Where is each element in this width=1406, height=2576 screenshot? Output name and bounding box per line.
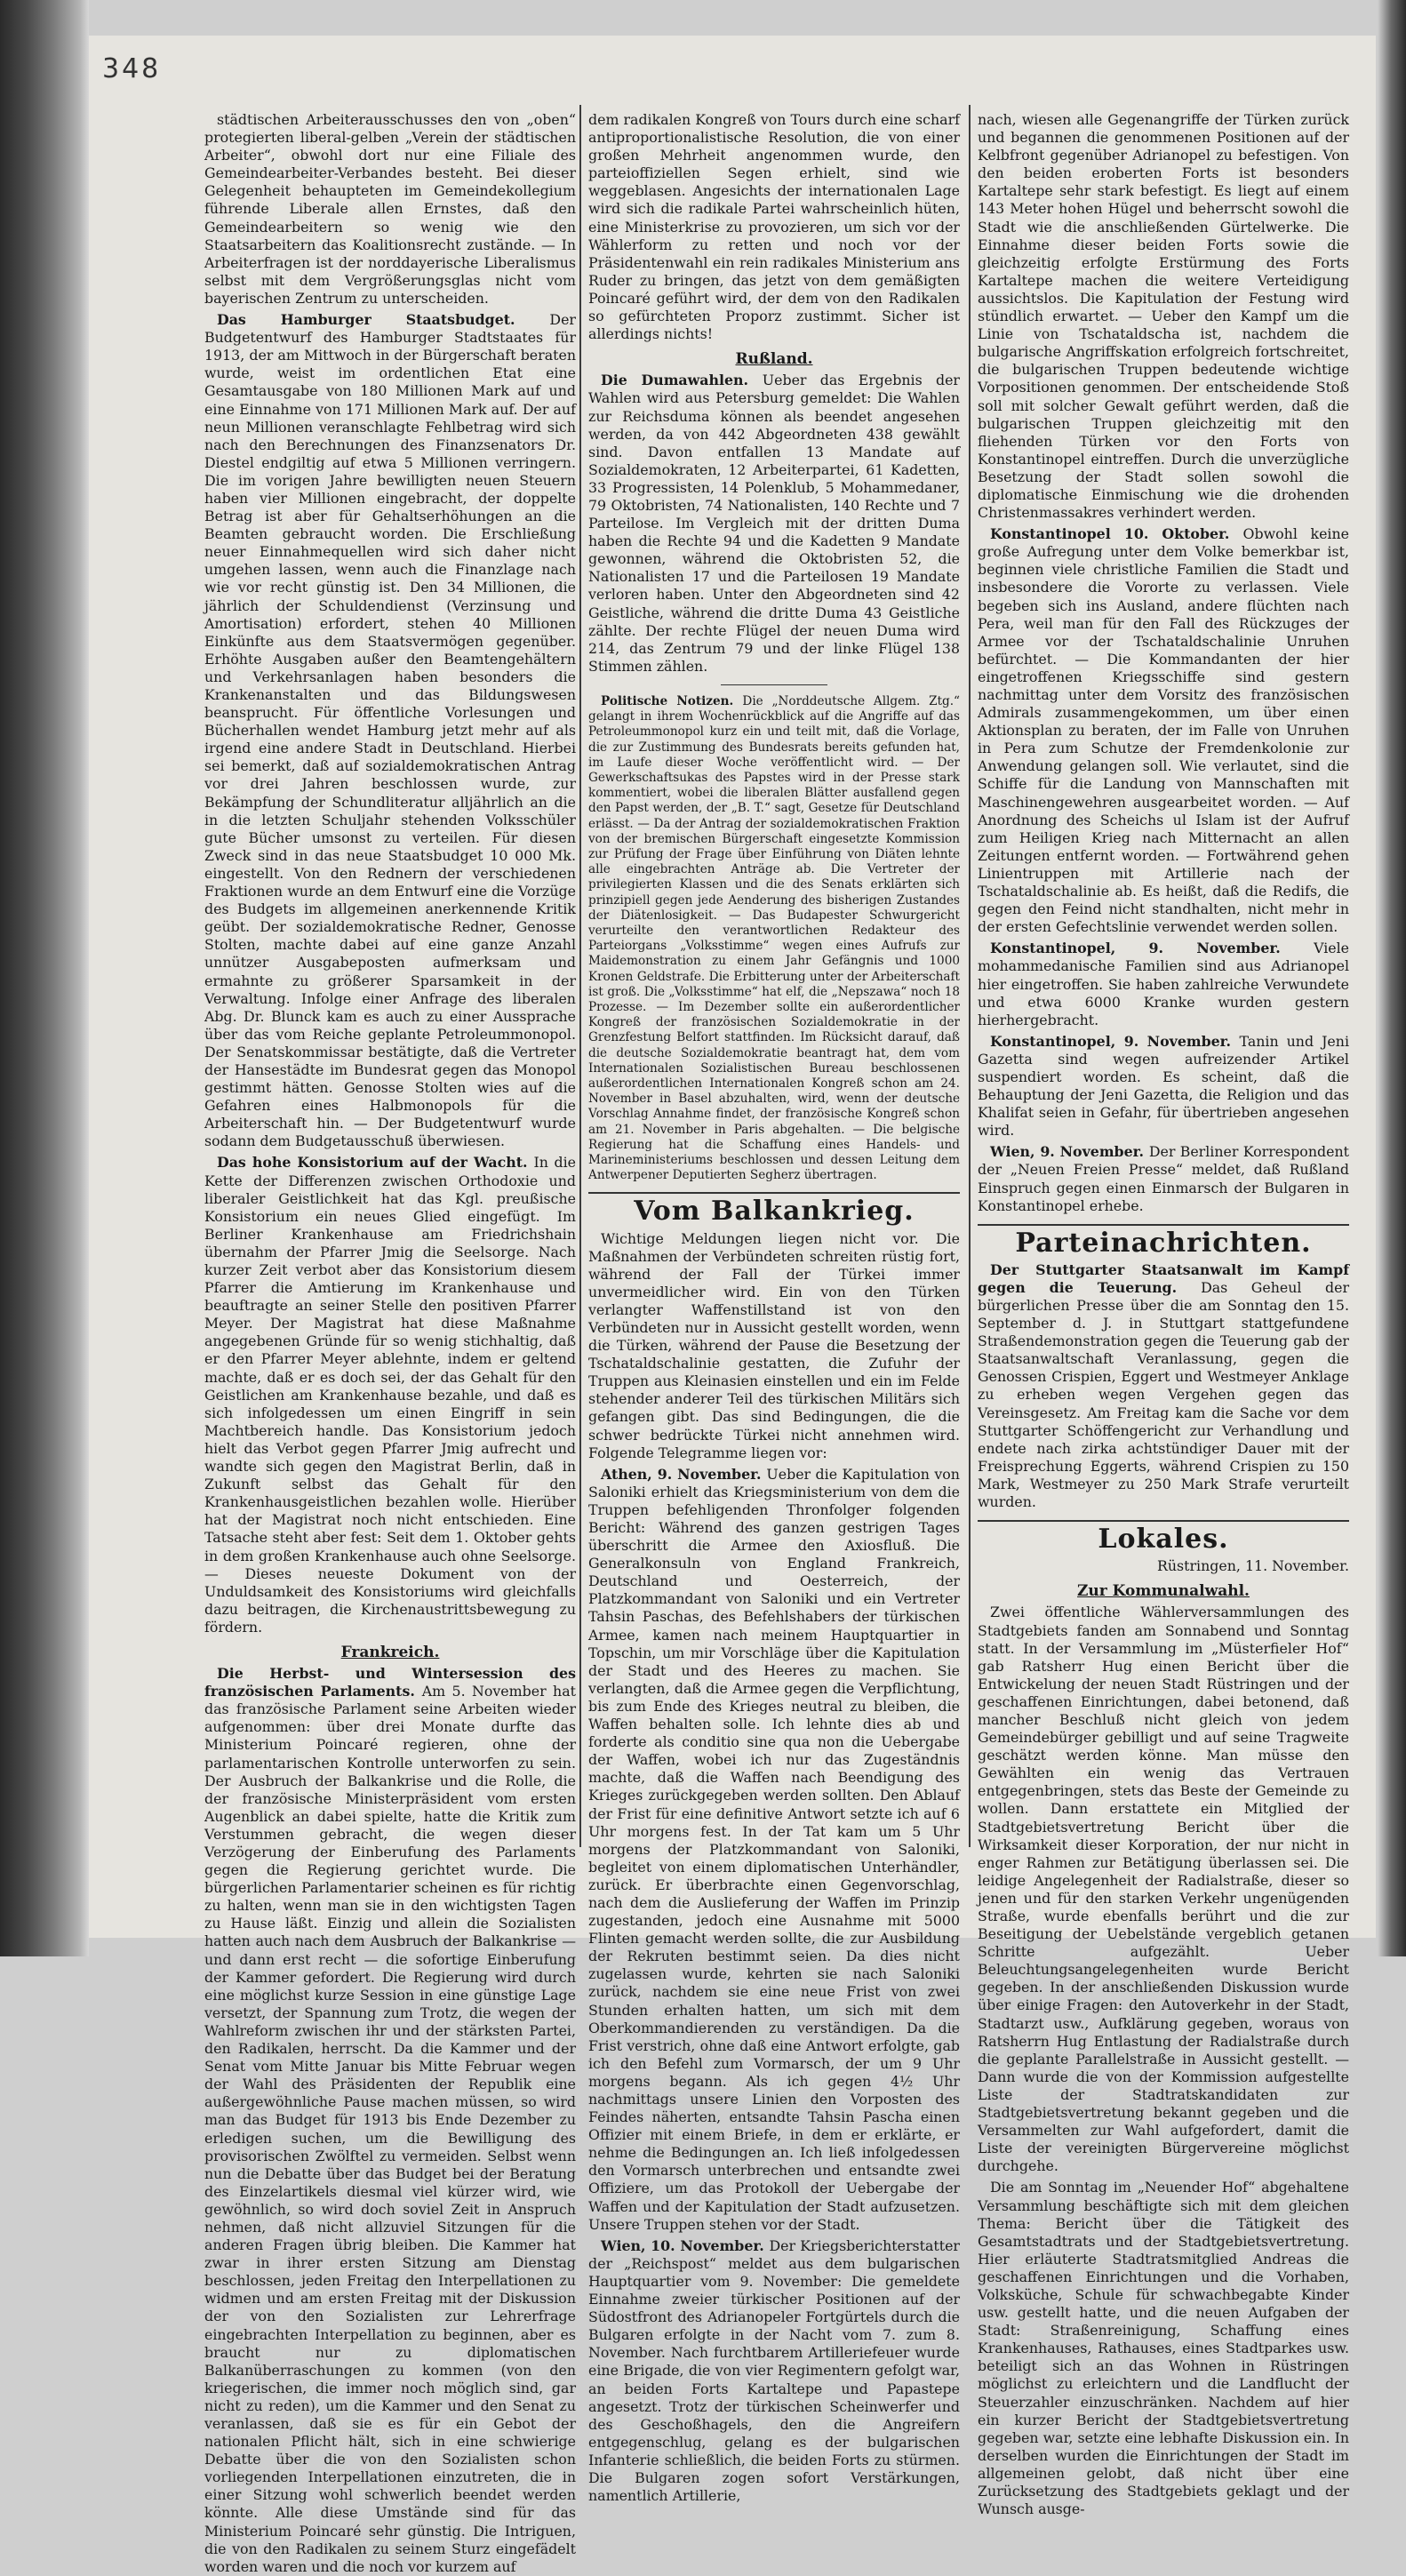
article-lead: Politische Notizen.	[601, 693, 743, 708]
article-paragraph: Zwei öffentliche Wählerversammlungen des Stadtgebiets fanden am Sonnabend und Sonntag statt. In der Versammlung im „Müsterfieler Hof“ gab Ratsherr Hug einen Bericht über die Entwickelung der neuen Stadt Rüstringen und der geschaffenen Einrichtungen, dabei betonend, daß mancher Beschluß nicht gleich von jedem Gemeindebürger gebilligt und auf seine Tragweite geschätzt werden könne. Man müsse den Gewählten ein wenig das Vertrauen entgegenbringen, stets das Beste der Gemeinde zu wollen. Dann erstattete ein Mitglied der Stadtgebietsvertretung Bericht über die Wirksamkeit dieser Korporation, der nur nicht in enger Rahmen zur Betätigung überlassen sei. Die leidige Angelegenheit der Radialstraße, dieser so jenen und für den starken Verkehr ungenügenden Straße, wurde ebenfalls berührt und die zur Beseitigung der Uebelstände vergeblich getanen Schritte aufgezählt. Ueber Beleuchtungsangelegenheiten wurde Bericht gegeben. In der anschließenden Diskussion wurde über einige Fragen: den Autoverkehr in der Stadt, Stadtarzt usw., Aufklärung gegeben, woraus von Ratsherrn Hug Entlastung der Radialstraße durch die geplante Parallelstraße in Aussicht gestellt. — Dann wurde die von der Kommission aufgestellte Liste der Stadtratskandidaten zur Stadtgebietsvertretung bekannt gegeben und die Versammelten zur Wahl aufgefordert, damit die Liste der vereinigten Bürgervereine möglichst durchgehe.	[978, 1604, 1349, 2175]
article-paragraph: Konstantinopel 10. Oktober. Obwohl keine große Aufregung unter dem Volke bemerkbar ist, beginnen viele christliche Familien die Stadt und insbesondere die Vororte zu verlassen. Viele begeben sich ins Ausland, andere flüchten nach Pera, weil man für den Fall des Rückzuges der Armee vor der Tschataldschalinie Unruhen befürchtet. — Die Kommandanten der hier eingetroffenen Kriegsschiffe sind gestern nachmittag unter dem Vorsitz des französischen Admirals zusammengekommen, um über einen Aktionsplan zu beraten, der im Falle von Unruhen in Pera zum Schutze der Fremdenkolonie zur Anwendung gelangen soll. Wie verlautet, sind die Schiffe für die Landung von Mannschaften mit Maschinengewehren ausgearbeitet worden. — Auf Anordnung des Scheichs ul Islam ist der Aufruf zum Heiligen Krieg nach Mitternacht an allen Zeitungen entfernt worden. — Fortwährend gehen Linientruppen mit Artillerie nach der Tschataldschalinie ab. Es heißt, daß die Redifs, die gegen den Feind nicht standhalten, nicht mehr in der ersten Gefechtslinie verwendet werden sollen.	[978, 525, 1349, 936]
column-3	[978, 111, 1349, 2518]
article-lead: Konstantinopel 10. Oktober.	[990, 525, 1243, 543]
article-lead: Konstantinopel, 9. November.	[990, 940, 1314, 957]
article-paragraph: Die Dumawahlen. Ueber das Ergebnis der Wahlen wird aus Petersburg gemeldet: Die Wahlen zur Reichsduma können als beendet angesehen werden, da von 442 Abgeordneten 438 gewählt sind. Davon entfallen 13 Mandate auf Sozialdemokraten, 12 Arbeiterpartei, 61 Kadetten, 33 Progressisten, 14 Polenklub, 5 Mohammedaner, 79 Oktobristen, 74 Nationalisten, 140 Rechte und 7 Parteilose. Im Vergleich mit der dritten Duma haben die Rechte 94 und die Kadetten 9 Mandate gewonnen, während die Oktobristen 52, die Nationalisten 17 und die Parteilosen 19 Mandate verloren haben. Unter den Abgeordneten sind 42 Geistliche, während die dritte Duma 43 Geistliche zählte. Der rechte Flügel der neuen Duma wird 214, das Zentrum 79 und der linke Flügel 138 Stimmen zählen.	[588, 372, 960, 675]
article-paragraph: dem radikalen Kongreß von Tours durch eine scharf antiproportionalistische Resolution, die von einer großen Mehrheit angenommen wurde, den parteioffiziellen Segen erhielt, sind wie weggeblasen. Angesichts der internationalen Lage wird sich die radikale Partei wahrscheinlich hüten, eine Ministerkrise zu provozieren, um sich vor der Wählerform zu retten und noch vor der Präsidentenwahl ein rein radikales Ministerium ans Ruder zu bringen, das jetzt von dem gemäßigten Poincaré geführt wird, der dem von den Radikalen so gefürchteten Proporz zustimmt. Sicher ist allerdings nichts!	[588, 111, 960, 343]
article-paragraph: Die am Sonntag im „Neuender Hof“ abgehaltene Versammlung beschäftigte sich mit dem gleichen Thema: Bericht über die Tätigkeit des Gesamtstadtrats und der Stadtgebietsvertretung. Hier erläuterte Stadtratsmitglied Andreas die geschaffenen Einrichtungen und die Vorhaben, Volksküche, Schule für schwachbegabte Kinder usw. gestellt hatte, und die neuen Aufgaben der Stadt: Straßenreinigung, Schaffung eines Krankenhauses, Rathauses, eines Stadtparkes usw. beteiligt sich an das Wohnen in Rüstringen möglichst zu erleichtern und die Landflucht der Steuerzahler einzuschränken. Nachdem auf hier ein kurzer Bericht der Stadtgebietsvertretung gegeben war, setzte eine lebhafte Diskussion ein. In derselben wurden die Einrichtungen der Stadt im allgemeinen gelobt, daß nicht über eine Zurücksetzung des Stadtgebiets geklagt und der Wunsch ausge-	[978, 2179, 1349, 2518]
article-lead: Wien, 10. November.	[601, 2236, 770, 2254]
article-paragraph: Die Herbst- und Wintersession des französischen Parlaments. Am 5. November hat das französische Parlament seine Arbeiten wieder aufgenommen: über drei Monate durfte das Ministerium Poincaré regieren, ohne der parlamentarischen Kontrolle unterworfen zu sein. Der Ausbruch der Balkankrise und die Rolle, die der französische Ministerpräsident vom ersten Augenblick an dabei spielte, hatte die Kritik zum Verstummen gebracht, die wegen dieser Verzögerung der Einberufung des Parlaments gegen die Regierung gerichtet wurde. Die bürgerlichen Parlamentarier scheinen es für richtig zu halten, wenn man sie in den wichtigsten Tagen zu Hause läßt. Einzig und allein die Sozialisten hatten auch nach dem Ausbruch der Balkankrise — und dann erst recht — die sofortige Einberufung der Kammer gefordert. Die Regierung wird durch eine möglichst kurze Session in eine günstige Lage versetzt, der Spannung zum Trotz, die wegen der Wahlreform zwischen ihr und der stärksten Partei, den Radikalen, herrscht. Da die Kammer und der Senat vom Mitte Januar bis Mitte Februar wegen der Wahl des Präsidenten der Republik eine außergewöhnliche Pause machen müssen, so wird man das Budget für 1913 bis Ende Dezember zu erledigen suchen, um die Bewilligung des provisorischen Zwölftel zu vermeiden. Selbst wenn nun die Debatte über das Budget bei der Beratung des Einzelartikels diesmal viel kürzer wird, wie gewöhnlich, so wird doch soviel Zeit in Anspruch nehmen, daß nicht allzuviel Sitzungen für die anderen Fragen übrig bleiben. Die Kammer hat zwar in ihrer ersten Sitzung am Dienstag beschlossen, jeden Freitag den Interpellationen zu widmen und am ersten Freitag mit der Diskussion der von den Sozialisten zur Lehrerfrage eingebrachten Interpellation zu beginnen, aber es braucht nur zu diplomatischen Balkanüberraschungen zu kommen (von den kriegerischen, die immer noch möglich sind, gar nicht zu reden), um die Kammer und den Senat zu veranlassen, daß sie es für ein Gebot der nationalen Pflicht hält, sich in eine schwierige Debatte über die von den Sozialisten schon vorliegenden Interpellationen einzutreten, die in einer Sitzung wohl schwerlich beendet werden könnte. Alle diese Umstände sind für das Ministerium Poincaré sehr günstig. Die Intriguen, die von den Radikalen zu seinem Sturz eingefädelt worden waren und die noch vor kurzem auf	[204, 1665, 576, 2575]
column-2	[588, 111, 961, 2505]
article-paragraph: Der Stuttgarter Staatsanwalt im Kampf gegen die Teuerung. Das Geheul der bürgerlichen Presse über die am Sonntag den 15. September d. J. in Stuttgart stattgefundene Straßendemonstration gegen die Teuerung gab der Staatsanwaltschaft Veranlassung, gegen die Genossen Crispien, Eggert und Westmeyer Anklage zu erheben wegen Vergehen gegen das Vereinsgesetz. Am Freitag kam die Sache vor dem Stuttgarter Schöffengericht zur Verhandlung und endete nach zirka achtstündiger Dauer mit der Freisprechung Eggerts, während Crispien zu 150 Mark, Westmeyer zu 250 Mark Strafe verurteilt wurden.	[978, 1260, 1349, 1511]
section-heading: Rußland.	[735, 350, 813, 369]
article-paragraph: Das Hamburger Staatsbudget. Der Budgetentwurf des Hamburger Stadtstaates für 1913, der am Mittwoch in der Bürgerschaft beraten wurde, weist im ordentlichen Etat eine Gesamtausgabe von 180 Millionen Mark auf und eine Einnahme von 171 Millionen Mark auf. Der auf neun Millionen veranschlagte Fehlbetrag wird sich nach den Berechnungen des Finanzsenators Dr. Diestel endgiltig auf etwa 5 Millionen verringern. Die im vorigen Jahre bewilligten neuen Steuern haben vier Millionen eingebracht, der doppelte Betrag ist aber für Gehaltserhöhungen an die Beamten gebraucht worden. Die Erschließung neuer Einnahmequellen wird sich daher nicht umgehen lassen, wenn auch die Finanzlage nach wie vor recht günstig ist. Den 34 Millionen, die jährlich der Schuldendienst (Verzinsung und Amortisation) erfordert, stehen 40 Millionen Einkünfte aus dem Staatsvermögen gegenüber. Erhöhte Ausgaben außer den Beamtengehältern und Verkehrsanlagen haben besonders die Krankenanstalten und das Bildungswesen beansprucht. Für öffentliche Vorlesungen und Bücherhallen wendet Hamburg jetzt mehr auf als irgend eine andere Stadt in Deutschland. Hierbei sei bemerkt, daß auf sozialdemokratischen Antrag vor drei Jahren beschlossen wurde, zur Bekämpfung der Schundliteratur alljährlich an die in die letzten Schuljahr stehenden Volksschüler gute Bücher umsonst zu verteilen. Für diesen Zweck sind in das neue Staatsbudget 10 000 Mk. eingestellt. Von den Rednern der verschiedenen Fraktionen wurde an dem Entwurf eine die Vorzüge des Budgets im allgemeinen anerkennende Kritik geübt. Der sozialdemokratische Redner, Genosse Stolten, machte dabei auf eine ganze Anzahl unnützer Ausgabeposten aufmerksam und ermahnte zu größerer Sparsamkeit in der Verwaltung. Infolge einer Anfrage des liberalen Abg. Dr. Blunck kam es auch zu einer Aussprache über das vom Reiche geplante Petroleummonopol. Der Senatskommissar bestätigte, daß die Vertreter der Hansestädte im Bundesrat gegen das Monopol gestimmt hätten. Genosse Stolten wies auf die Gefahren eines Halbmonopols für die Arbeiterschaft hin. — Der Budgetentwurf wurde sodann dem Budgetausschuß überwiesen.	[204, 311, 576, 1150]
section-heading: Zur Kommunalwahl.	[1077, 1582, 1250, 1601]
column-divider-1	[579, 105, 581, 1847]
dateline: Rüstringen, 11. November.	[1156, 1557, 1349, 1575]
page-edge-shadow	[1378, 0, 1406, 1956]
article-paragraph: Wichtige Meldungen liegen nicht vor. Die Maßnahmen der Verbündeten schreiten rüstig fort, während der Fall der Türkei immer unvermeidlicher wird. Ein von den Türken verlangter Waffenstillstand ist von den Verbündeten nur in Aussicht gestellt worden, wenn die Türken, während der Pause die Besetzung der Tschataldschalinie gestatten, die Zufuhr der Truppen aus Kleinasien einstellen und ein im Felde stehender anderer Teil des türkischen Militärs sich gefangen gibt. Das sind Bedingungen, die die schwer bedrückte Türkei nicht annehmen wird. Folgende Telegramme liegen vor:	[588, 1229, 960, 1461]
article-paragraph: Athen, 9. November. Ueber die Kapitulation von Saloniki erhielt das Kriegsministerium von dem die Truppen befehligenden Thronfolger folgenden Bericht: Während des ganzen gestrigen Tages überschritt die Armee den Axiosfluß. Die Generalkonsuln von England Frankreich, Deutschland und Oesterreich, der Platzkommandant von Saloniki und ein Vertreter Tahsin Paschas, des Befehlshabers der türkischen Armee, kamen nach meinem Hauptquartier in Topschin, um mir Vorschläge über die Kapitulation der Stadt und des Heeres zu machen. Sie verlangten, daß die Armee gegen die Verpflichtung, bis zum Ende des Krieges neutral zu bleiben, die Waffen behalten solle. Ich lehnte dies ab und forderte als conditio sine qua non die Uebergabe der Waffen, wobei ich nur das Zugeständnis machte, daß die Waffen nach Beendigung des Krieges zurückgegeben werden sollten. Den Ablauf der Frist für eine definitive Antwort setzte ich auf 6 Uhr morgens fest. In der Tat kam um 5 Uhr morgens der Platzkommandant von Saloniki, begleitet von einem diplomatischen Unterhändler, zurück. Er überbrachte einen Gegenvorschlag, nach dem die Auslieferung der Waffen im Prinzip zugestanden, jedoch eine Ausnahme mit 5000 Flinten gemacht werden sollte, die zur Ausbildung der Rekruten bestimmt seien. Da dies nicht zugelassen wurde, kehrten sie nach Saloniki zurück, nachdem sie eine neue Frist von zwei Stunden erhalten hatten, um sich mit dem Oberkommandierenden zu verständigen. Da die Frist verstrich, ohne daß eine Antwort erfolgte, gab ich den Befehl zum Vormarsch, der um 9 Uhr morgens begann. Als ich gegen 4½ Uhr nachmittags unsere Linien den Vorposten des Feindes näherten, entsandte Tahsin Pascha einen Offizier mit einem Briefe, in dem er erklärte, er nehme die Bedingungen an. Ich ließ infolgedessen den Vormarsch unterbrechen und entsandte zwei Offiziere, um das Protokoll der Uebergabe der Waffen und der Kapitulation der Stadt aufzusetzen. Unsere Truppen stehen vor der Stadt.	[588, 1465, 960, 2233]
section-title: Vom Balkankrieg.	[634, 1196, 915, 1228]
article-lead: Der Stuttgarter Staatsanwalt im Kampf gegen die Teuerung.	[978, 1260, 1349, 1296]
section-heading: Frankreich.	[340, 1643, 440, 1661]
article-paragraph: Konstantinopel, 9. November. Tanin und Jeni Gazetta sind wegen aufreizender Artikel suspendiert worden. Es scheint, daß die Behauptung der Jeni Gazetta, die Religion und das Khalifat seien in Gefahr, für übertrieben angesehen wird.	[978, 1032, 1349, 1140]
article-paragraph: Wien, 10. November. Der Kriegsberichterstatter der „Reichspost“ meldet aus dem bulgarischen Hauptquartier vom 9. November: Die gemeldete Einnahme zweier türkischer Positionen auf der Südostfront des Adrianopeler Fortgürtels durch die Bulgaren erfolgte in der Nacht vom 7. zum 8. November. Nach furchtbarem Artilleriefeuer wurde eine Brigade, die von vier Regimentern gefolgt war, an beiden Forts Kartaltepe und Papastepe angesetzt. Trotz der türkischen Scheinwerfer und des Geschoßhagels, den die Angreifern entgegenschlug, gelang es der bulgarischen Infanterie schließlich, die beiden Forts zu stürmen. Die Bulgaren zogen sofort Verstärkungen, namentlich Artillerie,	[588, 2236, 960, 2505]
section-title: Lokales.	[1098, 1524, 1229, 1556]
article-lead: Das Hamburger Staatsbudget.	[217, 311, 550, 329]
column-divider-2	[969, 105, 971, 1847]
section-title: Parteinachrichten.	[1015, 1227, 1312, 1259]
article-lead: Die Dumawahlen.	[601, 372, 763, 389]
article-paragraph: nach, wiesen alle Gegenangriffe der Türken zurück und begannen die genommenen Positionen auf der Kelbfront gegenüber Adrianopel zu befestigen. Von den beiden eroberten Forts ist besonders Kartaltepe sehr stark befestigt. Es liegt auf einem 143 Meter hohen Hügel und beherrscht sowohl die Stadt wie die anschließenden Gürtelwerke. Die Einnahme dieser beiden Forts sowie die gleichzeitig erfolgte Erstürmung des Forts Kartaltepe machen die weitere Verteidigung aussichtslos. Die Kapitulation der Festung wird stündlich erwartet. — Ueber den Kampf um die Linie von Tschataldscha ist, nachdem die bulgarische Angriffskation erfolgreich fortschreitet, die bulgarischen Truppen bedeutende wichtige Vorpositionen genommen. Der entscheidende Stoß soll mit solcher Gewalt geführt werden, daß die bulgarischen Truppen gleichzeitig mit den fliehenden Türken vor den Forts von Konstantinopel eintreffen. Durch die unverzügliche Besetzung der Stadt sollen sowohl die diplomatische Einmischung wie die drohenden Christenmassakres verhindert werden.	[978, 111, 1349, 522]
article-lead: Wien, 9. November.	[990, 1143, 1149, 1161]
article-paragraph: Politische Notizen. Die „Norddeutsche Allgem. Ztg.“ gelangt in ihrem Wochenrückblick auf die Angriffe auf das Petroleummonopol kurz ein und teilt mit, daß die Vorlage, die zur Zustimmung des Bundesrats bereits gefunden hat, im Laufe dieser Woche veröffentlicht wird. — Der Gewerkschaftsukas des Papstes wird in der Presse stark kommentiert, wobei die liberalen Blätter ausfallend gegen den Papst werden, der „B. T.“ sagt, Gesetze für Deutschland erlässt. — Da der Antrag der sozialdemokratischen Fraktion von der bremischen Bürgerschaft eingesetzte Kommission zur Prüfung der Frage über Einführung von Diäten lehnte alle eingebrachten Anträge ab. Die Vertreter der privilegierten Klassen und die des Senats erklärten sich prinzipiell gegen jede Aenderung des bisherigen Zustandes der Diätenlosigkeit. — Das Budapester Schwurgericht verurteilte den verantwortlichen Redakteur des Parteiorgans „Volksstimme“ wegen eines Aufrufs zur Maidemonstration zu einem Jahr Gefängnis und 1000 Kronen Geldstrafe. Die Erbitterung unter der Arbeiterschaft ist groß. Die „Volksstimme“ hat elf, die „Nepszawa“ noch 18 Prozesse. — Im Dezember sollte ein außerordentlicher Kongreß der französischen Sozialdemokratie in der Grenzfestung Belfort stattfinden. Im Rücksicht darauf, daß die deutsche Sozialdemokratie beantragt hat, dem vom Internationalen Sozialistischen Bureau beschlossenen außerordentlichen Internationalen Kongreß schon am 24. November in Basel abzuhalten, wird, wenn der deutsche Vorschlag Annahme findet, der französische Kongreß schon am 21. November in Paris abgehalten. — Die belgische Regierung hat die Schaffung eines Handels- und Marineministeriums beschlossen und dessen Leitung dem Antwerpener Deputierten Segherz übertragen.	[588, 693, 961, 1183]
column-1	[204, 111, 577, 2575]
section-rule	[588, 1192, 960, 1194]
article-paragraph: Wien, 9. November. Der Berliner Korrespondent der „Neuen Freien Presse“ meldet, daß Rußland Einspruch gegen einen Einmarsch der Bulgaren in Konstantinopel erhebe.	[978, 1143, 1349, 1214]
article-lead: Das hohe Konsistorium auf der Wacht.	[217, 1154, 534, 1172]
short-rule	[721, 684, 827, 685]
article-lead: Athen, 9. November.	[601, 1465, 767, 1483]
book-binding-shadow	[0, 0, 89, 1956]
page-number: 348	[102, 53, 162, 84]
article-paragraph: Das hohe Konsistorium auf der Wacht. In die Kette der Differenzen zwischen Orthodoxie und liberaler Geistlichkeit hat das Kgl. preußische Konsistorium ein neues Glied eingefügt. Im Berliner Krankenhause am Friedrichshain übernahm der Pfarrer Jmig die Seelsorge. Nach kurzer Zeit verbot aber das Konsistorium diesem Pfarrer die Amtierung im Krankenhause und beauftragte an seiner Stelle den positiven Pfarrer Meyer. Der Magistrat hat diese Maßnahme angegebenen Gründe für so wenig stichhaltig, daß er den Pfarrer Meyer ablehnte, indem er geltend machte, daß er es doch sei, der das Gehalt für den Geistlichen am Krankenhause bezahle, und daß es sich infolgedessen um einen Eingriff in sein Machtbereich handle. Das Konsistorium jedoch hielt das Verbot gegen Pfarrer Jmig aufrecht und wandte sich gegen den Magistrat Berlin, daß in Zukunft selbst das Gehalt für den Krankenhausgeistlichen bezahlen wolle. Hierüber hat der Magistrat noch nicht entschieden. Eine Tatsache steht aber fest: Seit dem 1. Oktober gehts in dem großen Krankenhause auch ohne Seelsorge. — Dieses neueste Dokument von der Unduldsamkeit des Konsistoriums wird gleichfalls dazu beitragen, die Kirchenaustrittsbewegung zu fördern.	[204, 1154, 577, 1636]
article-paragraph: städtischen Arbeiterausschusses den von „oben“ protegierten liberal-gelben „Verein der städtischen Arbeiter“, obwohl dort nur eine Filiale des Gemeindearbeiter-Verbandes besteht. Bei dieser Gelegenheit behaupteten im Gemeindekollegium führende Liberale allen Ernstes, daß den Gemeindearbeitern so wenig wie den Staatsarbeitern das Koalitionsrecht zustände. — In Arbeiterfragen ist der norddayerische Liberalismus selbst mit dem Vergrößerungsglas nicht vom bayerischen Zentrum zu unterscheiden.	[204, 111, 576, 307]
article-lead: Die Herbst- und Wintersession des französischen Parlaments.	[204, 1665, 576, 1700]
section-rule	[978, 1224, 1349, 1226]
article-paragraph: Konstantinopel, 9. November. Viele mohammedanische Familien sind aus Adrianopel hier eingetroffen. Sie haben zahlreiche Verwundete und etwa 6000 Kranke wurden gestern hierhergebracht.	[978, 940, 1349, 1028]
article-lead: Konstantinopel, 9. November.	[990, 1032, 1240, 1050]
section-rule	[978, 1520, 1349, 1522]
